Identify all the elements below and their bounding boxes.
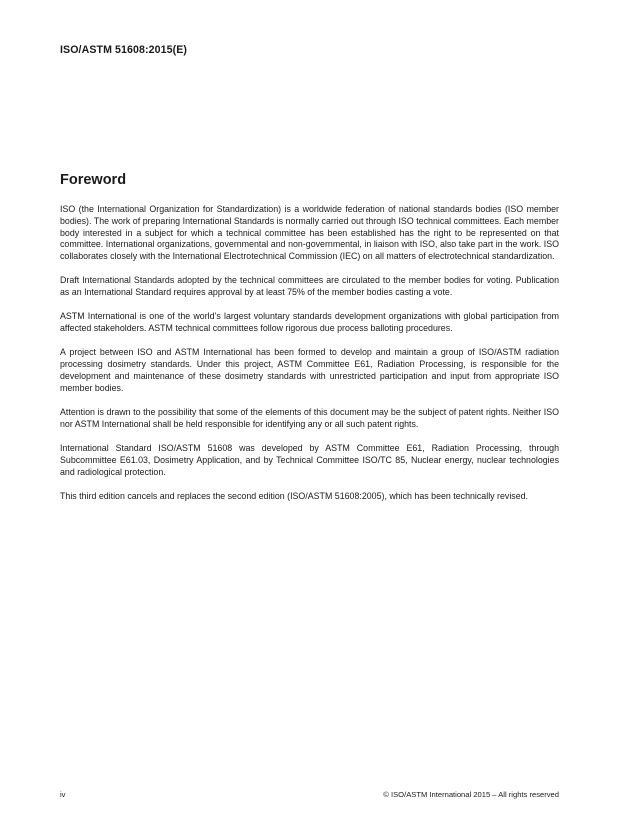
page-footer	[60, 790, 559, 799]
paragraph-draft-standards: Draft International Standards adopted by the technical committees are circulated to the member bodies for voting. Publication as an International Standard requires approval by at least 75% of the member bodies casting a vote.	[60, 275, 559, 298]
document-id: ISO/ASTM 51608:2015(E)	[60, 44, 188, 56]
paragraph-development: International Standard ISO/ASTM 51608 was developed by ASTM Committee E61, Radiation Processing, through Subcommittee E61.03, Dosimetry Application, and by Technical Committee ISO/TC 85, Nuclear energy, nuclear technologies and radiological protection.	[60, 442, 559, 477]
copyright-notice: © ISO/ASTM International 2015 – All rights reserved	[383, 790, 559, 799]
section-title: Foreword	[60, 172, 127, 188]
foreword-body	[60, 204, 559, 515]
page-number: iv	[60, 790, 66, 799]
paragraph-edition: This third edition cancels and replaces the second edition (ISO/ASTM 51608:2005), which has been technically revised.	[60, 490, 528, 501]
paragraph-joint-project: A project between ISO and ASTM International has been formed to develop and maintain a group of ISO/ASTM radiation processing dosimetry standards. Under this project, ASTM Committee E61, Radiation Processing, is responsible for the development and maintenance of these dosimetry standards with unrestricted participation and input from appropriate ISO member bodies.	[60, 347, 559, 393]
paragraph-iso-intro: ISO (the International Organization for Standardization) is a worldwide federation of national standards bodies (ISO member bodies). The work of preparing International Standards is normally carried out through ISO technical committees. Each member body interested in a subject for which a technical committee has been established has the right to be represented on that committee. International organizations, governmental and non-governmental, in liaison with ISO, also take part in the work. ISO collaborates closely with the International Electrotechnical Commission (IEC) on all matters of electrotechnical standardization.	[60, 204, 559, 262]
paragraph-astm-intro: ASTM International is one of the world’s largest voluntary standards development organizations with global participation from affected stakeholders. ASTM technical committees follow rigorous due process balloting procedures.	[60, 311, 559, 334]
paragraph-patent-rights: Attention is drawn to the possibility that some of the elements of this document may be the subject of patent rights. Neither ISO nor ASTM International shall be held responsible for identifying any or all such patent rights.	[60, 406, 559, 429]
